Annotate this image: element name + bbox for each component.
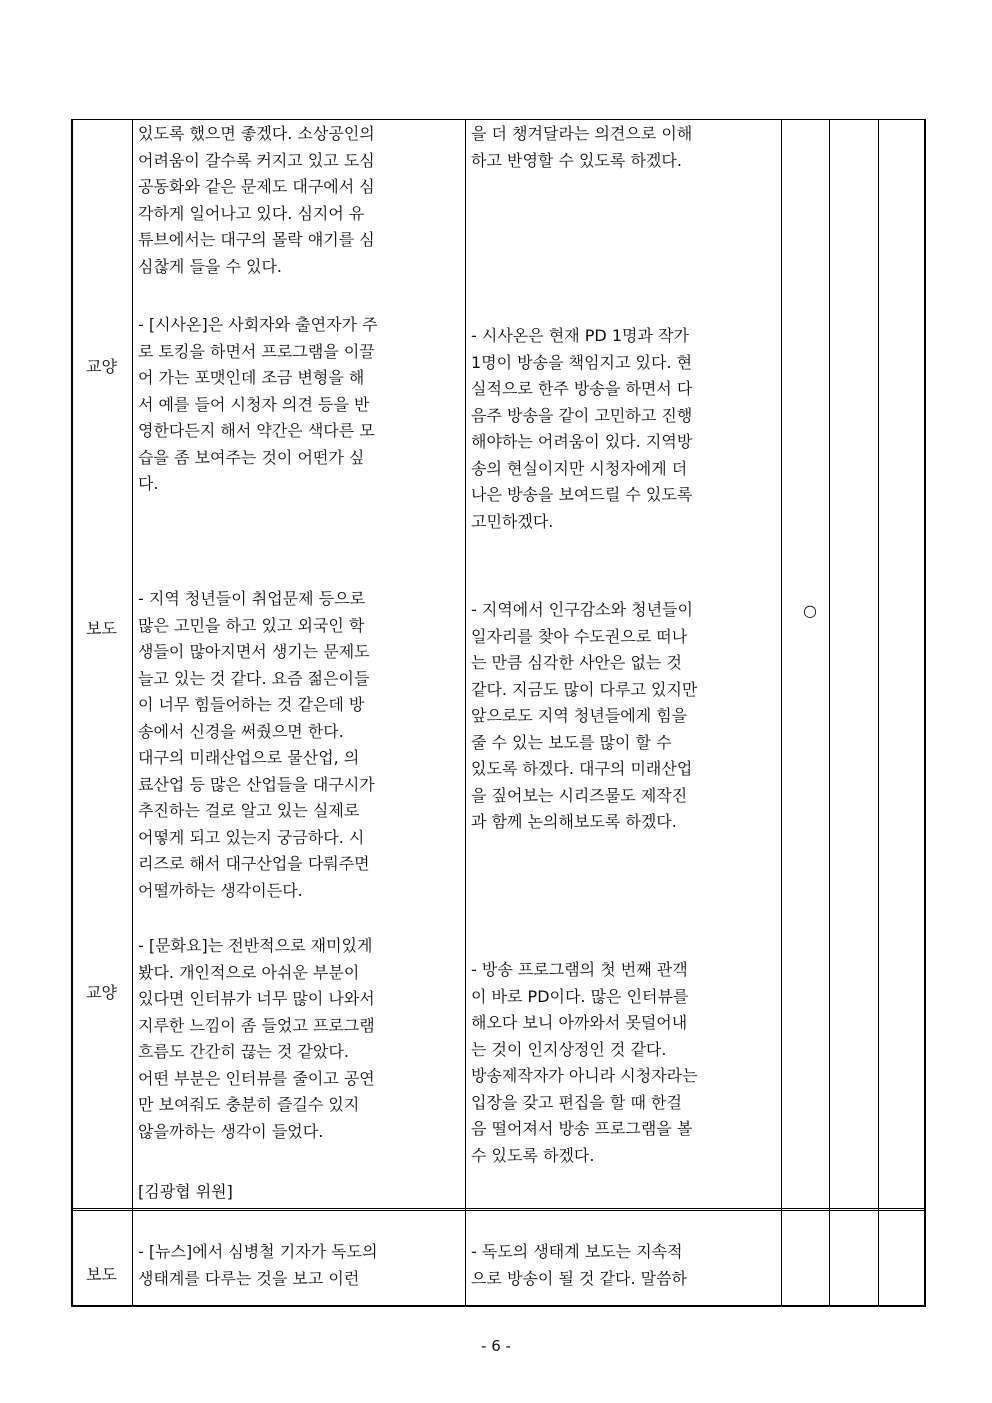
- text-line: 다.: [138, 474, 159, 493]
- text-line: - 독도의 생태계 보도는 지속적: [471, 1242, 683, 1261]
- opinion-item: [138, 586, 462, 904]
- text-line: 리즈로 해서 대구산업을 다뤄주면: [138, 854, 370, 873]
- text-line: 는 것이 인지상정인 것 같다.: [471, 1039, 667, 1059]
- text-line: 해오다 보니 아까와서 못덜어내: [471, 1013, 688, 1032]
- text-line: 많은 고민을 하고 있고 외국인 학: [138, 615, 365, 635]
- text-line: 서 예를 들어 시청자 의견 등을 반: [138, 394, 370, 414]
- text-line: 있도록 하겠다. 대구의 미래산업: [471, 759, 693, 778]
- minutes-table: [71, 119, 926, 1307]
- text-line: 습을 좀 보여주는 것이 어떤가 싶: [138, 447, 365, 467]
- text-line: - 지역 청년들이 취업문제 등으로: [138, 589, 366, 608]
- column-divider-response: [781, 119, 782, 1307]
- text-line: 있다면 인터뷰가 너무 많이 나와서: [138, 989, 375, 1008]
- category-label: 보도: [86, 619, 117, 638]
- text-line: 어려움이 갈수록 커지고 있고 도심: [138, 150, 375, 170]
- text-line: 같다. 지금도 많이 다루고 있지만: [471, 679, 698, 699]
- text-line: 음주 방송을 같이 고민하고 진행: [471, 405, 693, 425]
- text-line: 1명이 방송을 책임지고 있다. 현: [471, 352, 693, 372]
- column-divider-check-1: [829, 119, 830, 1307]
- opinion-item: [138, 312, 462, 498]
- text-line: 료산업 등 많은 산업들을 대구시가: [138, 774, 375, 794]
- check-mark: ○: [803, 601, 817, 620]
- category-label: 교양: [86, 357, 117, 376]
- text-line: 고민하겠다.: [471, 511, 554, 531]
- text-line: 음 떨어져서 방송 프로그램을 볼: [471, 1119, 693, 1138]
- text-line: 과 함께 논의해보도록 하겠다.: [471, 812, 677, 831]
- category-label: 보도: [86, 1265, 117, 1284]
- text-line: 송에서 신경을 써줬으면 한다.: [138, 721, 344, 741]
- text-line: 이 바로 PD이다. 많은 인터뷰를: [471, 986, 689, 1006]
- text-line: 수 있도록 하겠다.: [471, 1145, 595, 1165]
- table-border-left: [71, 119, 73, 1307]
- text-line: 일자리를 찾아 수도권으로 떠나: [471, 626, 688, 646]
- text-line: - [시사온]은 사회자와 출연자가 주: [138, 315, 378, 334]
- table-border-top: [71, 119, 926, 120]
- member-name: [김광협 위원]: [138, 1182, 233, 1201]
- column-divider-category: [132, 119, 133, 1307]
- text-line: 앞으로도 지역 청년들에게 힘을: [471, 706, 688, 725]
- text-line: 않을까하는 생각이 들었다.: [138, 1121, 324, 1141]
- section-divider-double: [71, 1210, 926, 1211]
- text-line: 입장을 갖고 편집을 할 때 한걸: [471, 1092, 682, 1112]
- text-line: 을 짚어보는 시리즈물도 제작진: [471, 785, 688, 805]
- table-border-bottom: [71, 1305, 926, 1307]
- text-line: 튜브에서는 대구의 몰락 얘기를 심: [138, 230, 375, 249]
- text-line: 으로 방송이 될 것 같다. 말씀하: [471, 1268, 687, 1288]
- text-line: - 시사온은 현재 PD 1명과 작가: [471, 326, 689, 345]
- text-line: 있도록 했으면 좋겠다. 소상공인의: [138, 124, 375, 143]
- text-line: 생들이 많아지면서 생기는 문제도: [138, 642, 370, 661]
- text-line: 하고 반영할 수 있도록 하겠다.: [471, 150, 682, 170]
- response-item: [471, 1239, 781, 1292]
- text-line: 실적으로 한주 방송을 하면서 다: [471, 379, 693, 398]
- response-item: [471, 597, 781, 836]
- table-border-right: [924, 119, 926, 1307]
- response-item: [471, 323, 781, 535]
- response-item: [471, 957, 781, 1169]
- section-divider: [71, 1208, 926, 1209]
- text-line: 줄 수 있는 보도를 많이 할 수: [471, 732, 672, 752]
- text-line: 늘고 있는 것 같다. 요즘 젊은이들: [138, 668, 370, 688]
- page-number: - 6 -: [481, 1337, 511, 1355]
- column-divider-check-2: [878, 119, 879, 1307]
- response-intro: [471, 121, 781, 174]
- text-line: 이 너무 힘들어하는 것 같은데 방: [138, 695, 365, 714]
- text-line: 어떤 부분은 인터뷰를 줄이고 공연: [138, 1068, 375, 1088]
- text-line: 대구의 미래산업으로 물산업, 의: [138, 748, 360, 767]
- text-line: 흐름도 간간히 끊는 것 같았다.: [138, 1042, 349, 1061]
- text-line: 봤다. 개인적으로 아쉬운 부분이: [138, 962, 360, 982]
- opinion-item: [138, 933, 462, 1145]
- column-divider-opinion: [465, 119, 466, 1307]
- text-line: 는 만큼 심각한 사안은 없는 것: [471, 653, 682, 672]
- text-line: 만 보여줘도 충분히 즐길수 있지: [138, 1095, 360, 1114]
- text-line: 어떻게 되고 있는지 궁금하다. 시: [138, 827, 365, 847]
- text-line: 어떨까하는 생각이든다.: [138, 880, 303, 900]
- text-line: 각하게 일어나고 있다. 심지어 유: [138, 203, 365, 223]
- text-line: 송의 현실이지만 시청자에게 더: [471, 458, 688, 478]
- text-line: 방송제작자가 아니라 시청자라는: [471, 1066, 698, 1085]
- text-line: 생태계를 다루는 것을 보고 이런: [138, 1268, 360, 1288]
- text-line: 지루한 느낌이 좀 들었고 프로그램: [138, 1015, 375, 1035]
- category-label: 교양: [86, 983, 117, 1002]
- text-line: 을 더 챙겨달라는 의견으로 이해: [471, 124, 693, 143]
- text-line: 영한다든지 해서 약간은 색다른 모: [138, 421, 375, 440]
- text-line: 해야하는 어려움이 있다. 지역방: [471, 432, 693, 451]
- text-line: 공동화와 같은 문제도 대구에서 심: [138, 177, 375, 196]
- text-line: 로 토킹을 하면서 프로그램을 이끌: [138, 341, 375, 361]
- text-line: - [뉴스]에서 심병철 기자가 독도의: [138, 1242, 378, 1261]
- opinion-intro: [138, 121, 462, 280]
- text-line: 어 가는 포맷인데 조금 변형을 해: [138, 368, 365, 387]
- text-line: - 지역에서 인구감소와 청년들이: [471, 600, 693, 619]
- text-line: 나은 방송을 보여드릴 수 있도록: [471, 485, 693, 504]
- text-line: - 방송 프로그램의 첫 번째 관객: [471, 960, 688, 979]
- text-line: - [문화요]는 전반적으로 재미있게: [138, 936, 373, 955]
- text-line: 심찮게 들을 수 있다.: [138, 256, 282, 276]
- text-line: 추진하는 걸로 알고 있는 실제로: [138, 801, 360, 820]
- opinion-item: [138, 1239, 462, 1292]
